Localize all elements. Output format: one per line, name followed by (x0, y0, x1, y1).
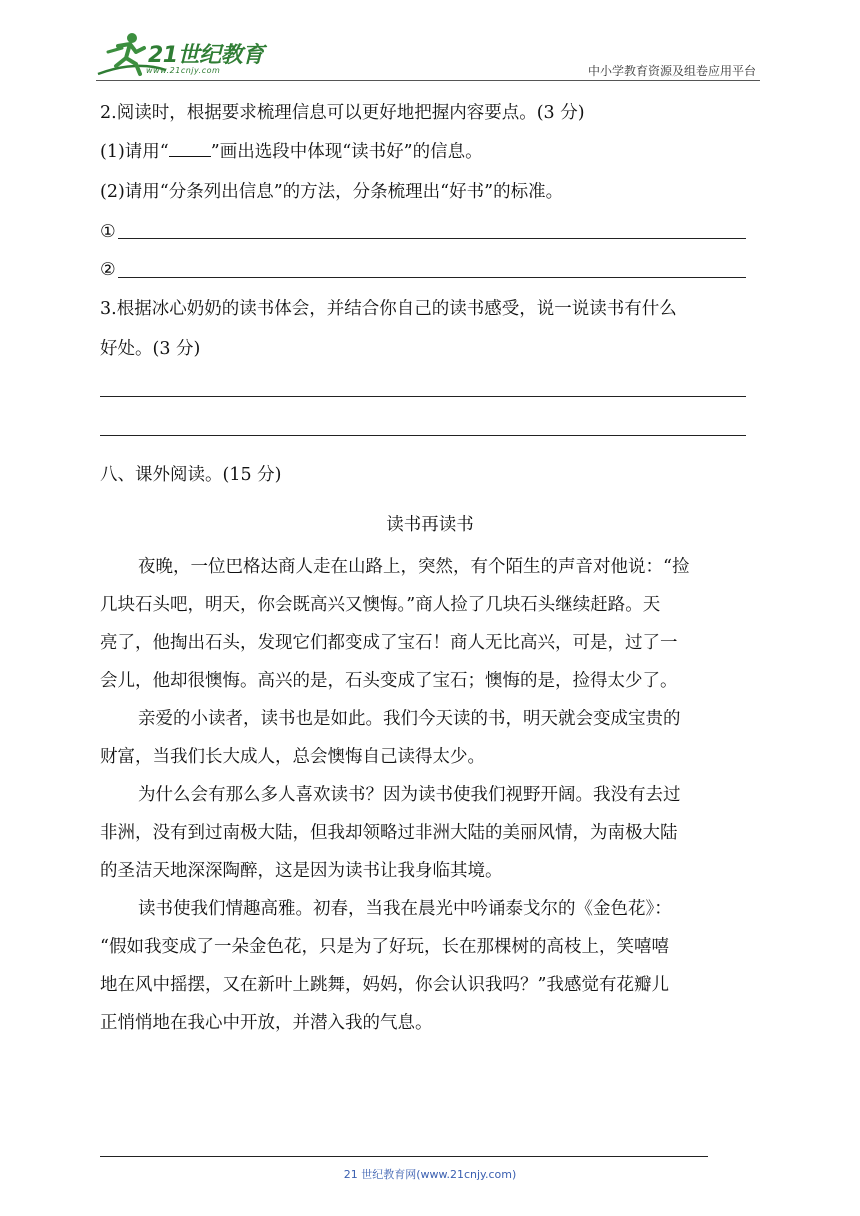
passage-title: 读书再读书 (386, 515, 474, 535)
passage-line: 财富，当我们长大成人，总会懊悔自己读得太少。 (100, 747, 485, 767)
passage-line: 正悄悄地在我心中开放，并潜入我的气息。 (100, 1013, 433, 1033)
question-3-line-2: 好处。(3 分) (100, 339, 201, 359)
passage-line: 几块石头吧，明天，你会既高兴又懊悔。”商人捡了几块石头继续赶路。天 (100, 595, 661, 615)
passage-line: 地在风中摇摆，又在新叶上跳舞，妈妈，你会认识我吗？”我感觉有花瓣儿 (100, 975, 669, 995)
passage-line: 的圣洁天地深深陶醉，这是因为读书让我身临其境。 (100, 861, 503, 881)
question-2-part-1 (100, 140, 483, 164)
answer-item-2-marker: ② (100, 260, 116, 280)
answer-line-q3-1[interactable] (100, 396, 746, 397)
passage-line: 为什么会有那么多人喜欢读书？因为读书使我们视野开阔。我没有去过 (138, 785, 681, 805)
page-header (0, 0, 860, 82)
question-3-line-1: 3.根据冰心奶奶的读书体会，并结合你自己的读书感受，说一说读书有什么 (100, 299, 677, 319)
passage-line: 亮了，他掏出石头，发现它们都变成了宝石！商人无比高兴，可是，过了一 (100, 633, 678, 653)
answer-line-q3-2[interactable] (100, 435, 746, 436)
passage-line: 亲爱的小读者，读书也是如此。我们今天读的书，明天就会变成宝贵的 (138, 709, 681, 729)
question-2-part-2: (2)请用“分条列出信息”的方法，分条梳理出“好书”的标准。 (100, 182, 564, 202)
underline-sample (169, 155, 211, 157)
answer-line-item-1[interactable] (118, 238, 746, 239)
section-8-heading: 八、课外阅读。(15 分) (100, 465, 282, 485)
answer-item-1-marker: ① (100, 222, 116, 242)
passage-line: 读书使我们情趣高雅。初春，当我在晨光中吟诵泰戈尔的《金色花》： (138, 899, 672, 919)
footer-divider (100, 1156, 708, 1157)
passage-line: “假如我变成了一朵金色花，只是为了好玩，长在那棵树的高枝上，笑嘻嘻 (100, 937, 669, 957)
passage-line: 非洲，没有到过南极大陆，但我却领略过非洲大陆的美丽风情，为南极大陆 (100, 823, 678, 843)
platform-caption: 中小学教育资源及组卷应用平台 (587, 64, 756, 78)
brand-logo-url: www.21cnjy.com (146, 66, 221, 75)
part-1-prefix: (1)请用“ (100, 142, 169, 162)
question-2-stem: 2.阅读时，根据要求梳理信息可以更好地把握内容要点。(3 分) (100, 103, 585, 123)
footer-link[interactable]: 21 世纪教育网(www.21cnjy.com) (343, 1168, 517, 1181)
brand-logo-text: 21世纪教育 (148, 43, 264, 68)
answer-line-item-2[interactable] (118, 277, 746, 278)
passage-line: 夜晚，一位巴格达商人走在山路上，突然，有个陌生的声音对他说：“捡 (138, 557, 690, 577)
passage-line: 会儿，他却很懊悔。高兴的是，石头变成了宝石；懊悔的是，捡得太少了。 (100, 671, 678, 691)
part-1-suffix: ”画出选段中体现“读书好”的信息。 (210, 142, 483, 162)
header-divider (96, 80, 760, 81)
